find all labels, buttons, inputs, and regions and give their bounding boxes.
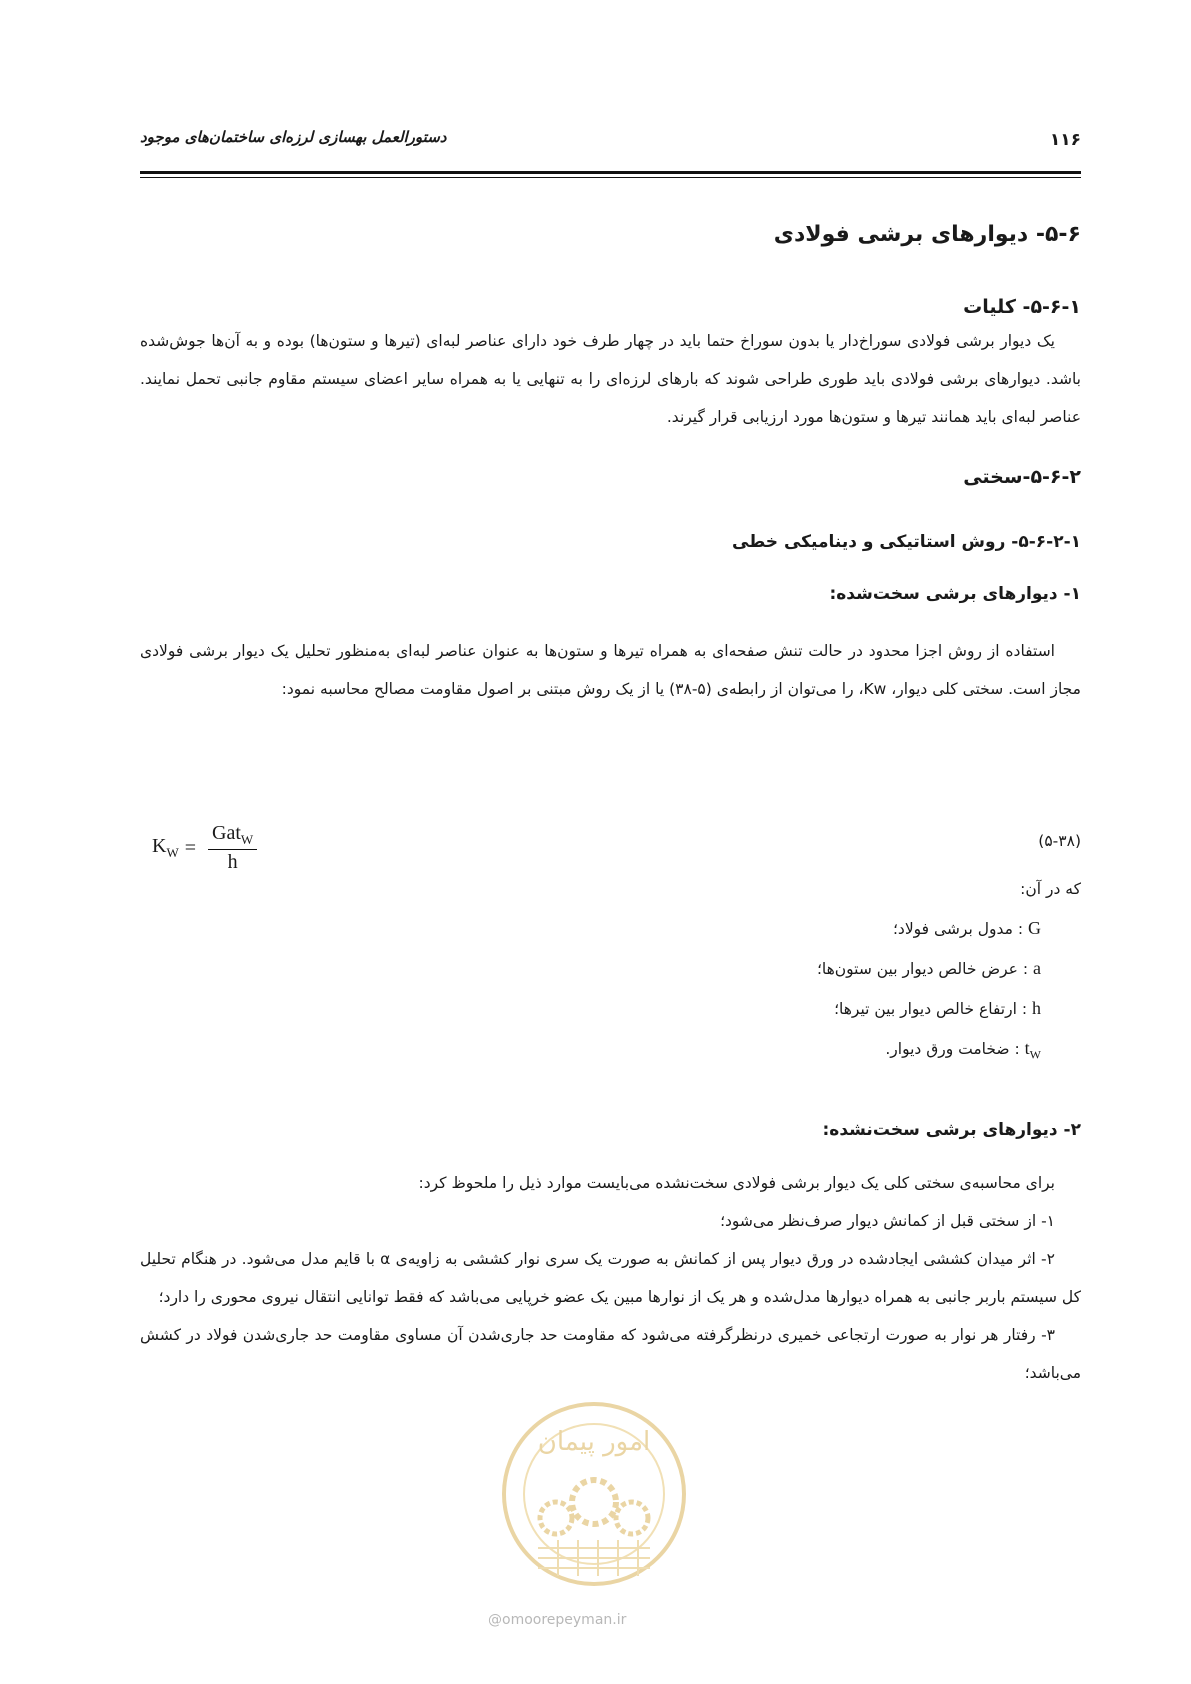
symbol-row: $t_W$ : ضخامت ورق دیوار. [885,1038,1041,1062]
subsubsection-heading-linear: ۵-۶-۲-۱- روش استاتیکی و دینامیکی خطی [732,532,1081,552]
formula-fraction [208,822,257,874]
where-label: که در آن: [1020,880,1081,898]
symbol-row: a : عرض خالص دیوار بین ستون‌ها؛ [816,958,1041,978]
symbol-definitions [561,918,1081,1088]
item2-intro: برای محاسبه‌ی سختی کلی یک دیوار برشی فولادی سخت‌نشده می‌بایست موارد ذیل را ملحوظ کرد: [418,1174,1055,1192]
item1-paragraph [140,632,1081,708]
item1-paragraph-text: استفاده از روش اجزا محدود در حالت تنش صفحه‌ای به همراه تیرها و ستون‌ها به عنوان عناصر لبه‌ای به‌منظور تحلیل یک دیوار برشی فولادی مجاز است. سختی کلی دیوار، Kw، را می‌توان از رابطه‌ی (۵-۳۸) یا از یک روش مبتنی بر اصول مقاومت مصالح محاسبه نمود: [140,642,1081,698]
formula-equals: = [184,836,197,859]
header-rule-thin [140,177,1081,178]
item2-point-2: ۲- اثر میدان کششی ایجادشده در ورق دیوار پس از کمانش به صورت یک سری نوار کششی به زاویه‌ی α با قایم مدل می‌شود. در هنگام تحلیل کل سیستم باربر جانبی به همراه دیوارها مدل‌شده و هر یک از نوارها مبین یک عضو خرپایی می‌باشد که فقط توانایی انتقال نیروی محوری را دارد؛ [140,1250,1081,1306]
item1-heading: ۱- دیوارهای برشی سخت‌شده: [829,584,1081,604]
item2-heading: ۲- دیوارهای برشی سخت‌نشده: [822,1120,1081,1140]
equation-number: (۵-۳۸) [1038,832,1081,850]
item2-body [140,1164,1081,1392]
formula-numerator: Gat$_W$ [208,822,257,850]
formula-denominator: h [227,851,238,873]
subsection-heading-general: ۵-۶-۱- کلیات [963,296,1081,318]
watermark-logo [498,1398,690,1590]
page-number: ۱۱۶ [1049,130,1081,150]
running-header-title: دستورالعمل بهسازی لرزه‌ای ساختمان‌های موجود [140,128,447,146]
general-paragraph [140,322,1081,436]
item2-point-1: ۱- از سختی قبل از کمانش دیوار صرف‌نظر می‌شود؛ [720,1212,1055,1230]
watermark-url: @omoorepeyman.ir [488,1612,627,1628]
subsection-heading-stiffness: ۵-۶-۲-سختی [963,466,1081,488]
stiffness-formula [152,822,257,874]
symbol-row: G : مدول برشی فولاد؛ [893,918,1041,938]
section-heading: ۵-۶- دیوارهای برشی فولادی [773,222,1081,247]
header-rule-thick [140,171,1081,174]
symbol-row: h : ارتفاع خالص دیوار بین تیرها؛ [834,998,1041,1018]
formula-lhs: $K_W$ [152,835,179,860]
general-paragraph-text: یک دیوار برشی فولادی سوراخ‌دار یا بدون سوراخ حتما باید در چهار طرف خود دارای عناصر لبه‌ای (تیرها و ستون‌ها) بوده و به آن‌ها جوش‌شده باشد. دیوارهای برشی فولادی باید طوری طراحی شوند که بارهای لرزه‌ای را به تنهایی یا به همراه سایر اعضای سیستم مقاوم جانبی تحمل نمایند. عناصر لبه‌ای باید همانند تیرها و ستون‌ها مورد ارزیابی قرار گیرند. [140,332,1081,426]
item2-point-3: ۳- رفتار هر نوار به صورت ارتجاعی خمیری درنظرگرفته می‌شود که مقاومت حد جاری‌شدن آن مساوی مقاومت حد جاری‌شدن فولاد در کشش می‌باشد؛ [140,1326,1081,1382]
watermark-arc-text: امور پیمان [537,1427,651,1457]
